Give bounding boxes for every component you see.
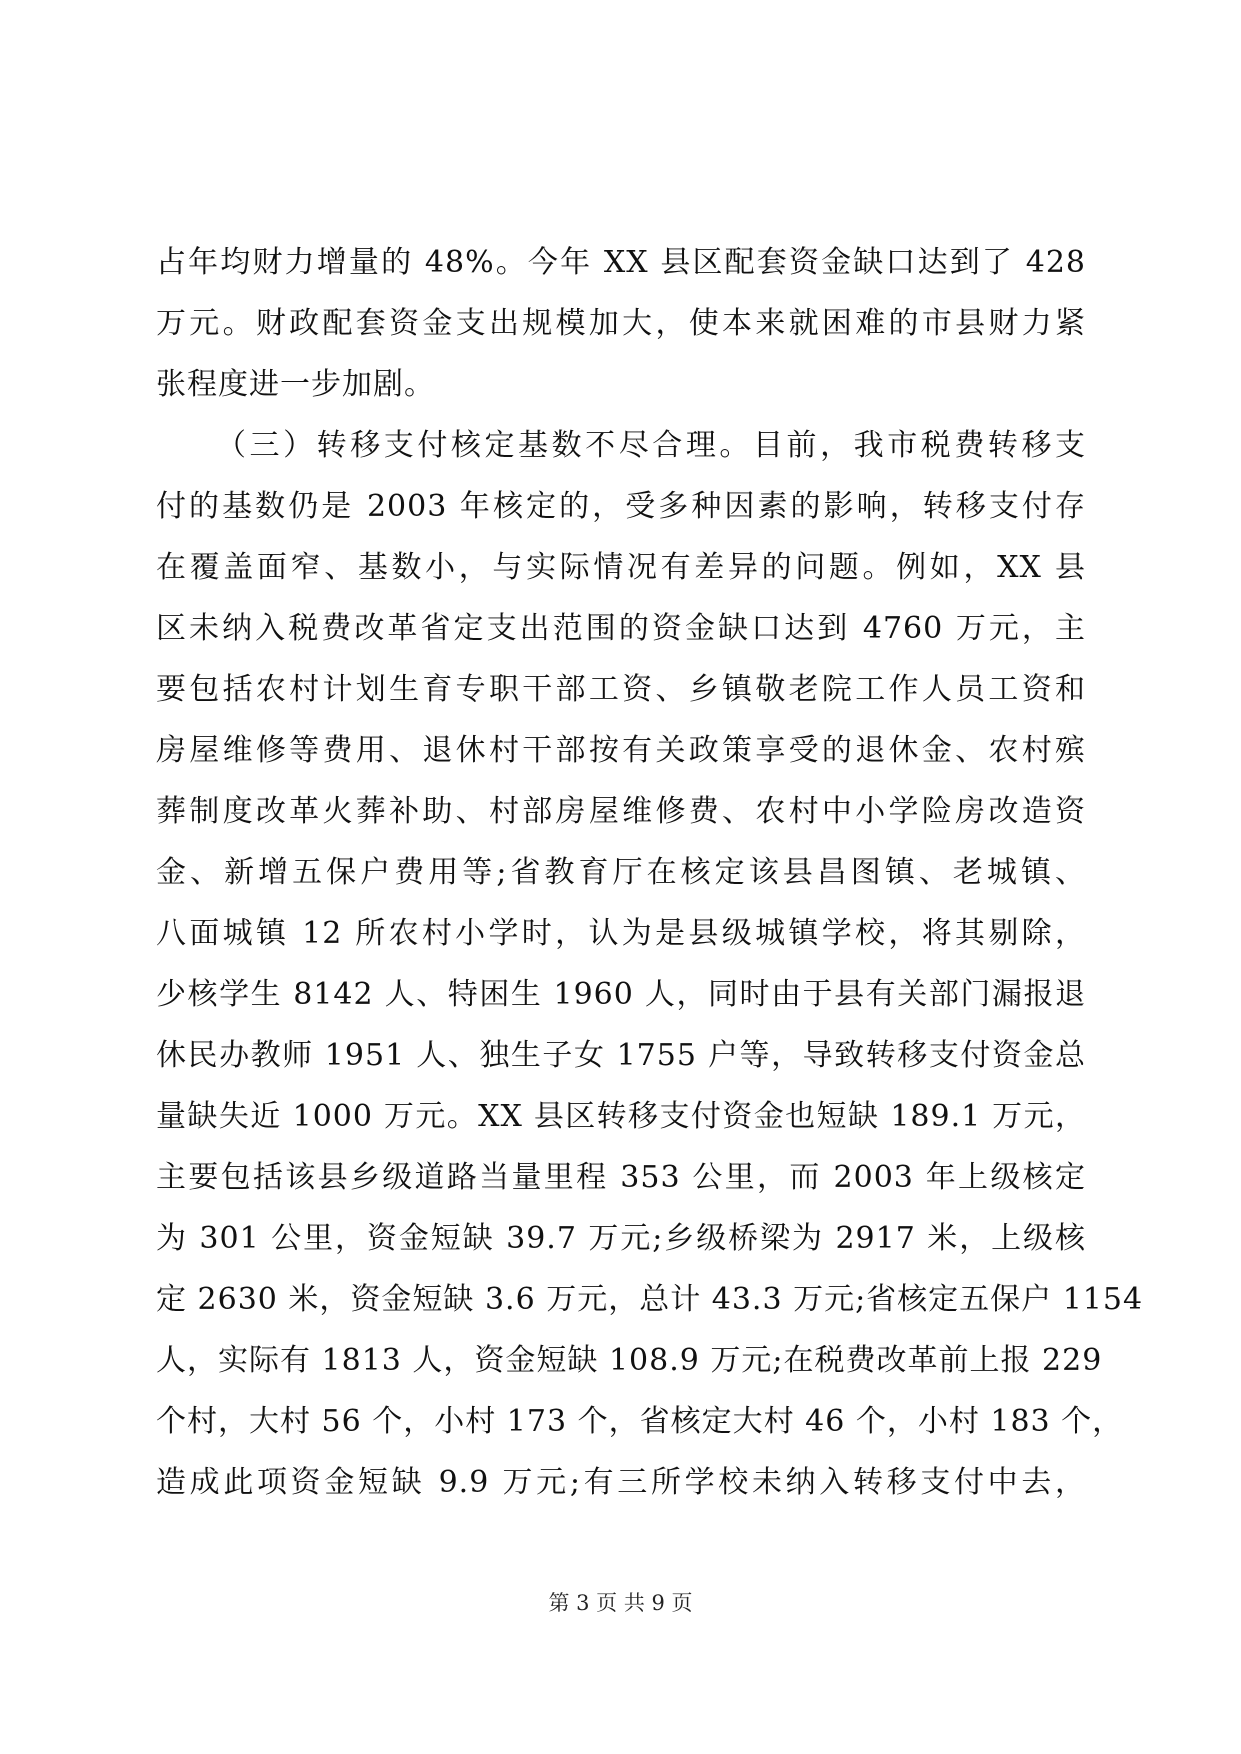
text-line: 人，实际有 1813 人，资金短缺 108.9 万元;在税费改革前上报 229 [156,1343,1103,1378]
text-line: 区未纳入税费改革省定支出范围的资金缺口达到 4760 万元，主 [156,611,1086,646]
text-line: 万元。财政配套资金支出规模加大，使本来就困难的市县财力紧 [156,306,1086,341]
text-line: 房屋维修等费用、退休村干部按有关政策享受的退休金、农村殡 [156,733,1086,768]
text-line: 金、新增五保户费用等;省教育厅在核定该县昌图镇、老城镇、 [156,855,1086,890]
text-line: 造成此项资金短缺 9.9 万元;有三所学校未纳入转移支付中去， [156,1465,1086,1500]
text-line: 休民办教师 1951 人、独生子女 1755 户等，导致转移支付资金总 [156,1038,1086,1073]
text-line: 量缺失近 1000 万元。XX 县区转移支付资金也短缺 189.1 万元， [156,1099,1086,1134]
text-line: 葬制度改革火葬补助、村部房屋维修费、农村中小学险房改造资 [156,794,1086,829]
text-line: 占年均财力增量的 48%。今年 XX 县区配套资金缺口达到了 428 [156,245,1086,280]
text-line: 少核学生 8142 人、特困生 1960 人，同时由于县有关部门漏报退 [156,977,1086,1012]
page-number-footer: 第 3 页 共 9 页 [548,1591,693,1615]
text-line: 张程度进一步加剧。 [156,367,435,402]
text-line: 八面城镇 12 所农村小学时，认为是县级城镇学校，将其剔除， [156,916,1086,951]
body-text [156,232,1144,1513]
text-line: 在覆盖面窄、基数小，与实际情况有差异的问题。例如，XX 县 [156,550,1086,585]
text-line: 付的基数仍是 2003 年核定的，受多种因素的影响，转移支付存 [156,489,1086,524]
text-line: （三）转移支付核定基数不尽合理。目前，我市税费转移支 [216,428,1086,463]
text-line: 个村，大村 56 个，小村 173 个，省核定大村 46 个，小村 183 个， [156,1404,1124,1439]
text-line: 要包括农村计划生育专职干部工资、乡镇敬老院工作人员工资和 [156,672,1086,707]
text-line: 定 2630 米，资金短缺 3.6 万元，总计 43.3 万元;省核定五保户 1154 [156,1282,1144,1317]
text-line: 为 301 公里，资金短缺 39.7 万元;乡级桥梁为 2917 米，上级核 [156,1221,1086,1256]
text-line: 主要包括该县乡级道路当量里程 353 公里，而 2003 年上级核定 [156,1160,1086,1195]
